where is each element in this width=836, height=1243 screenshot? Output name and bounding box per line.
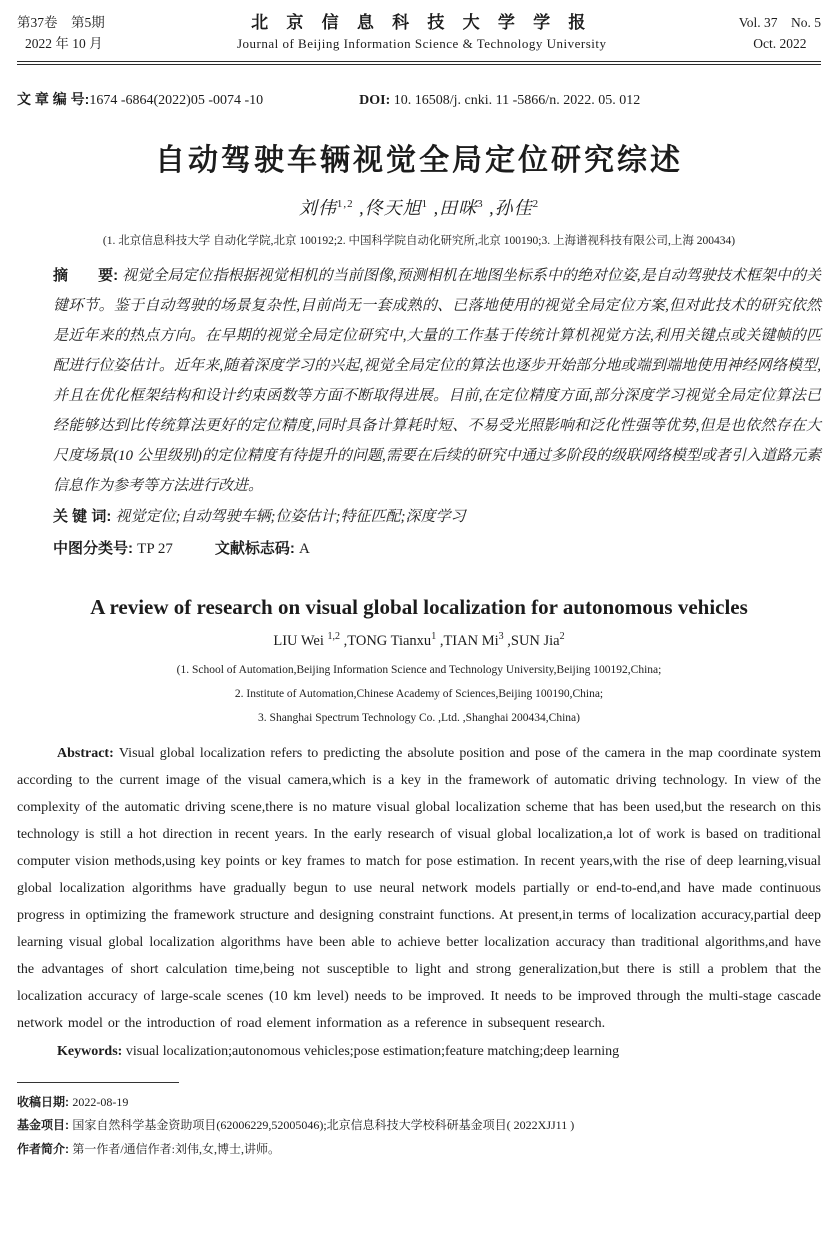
doc-code-value: A (299, 541, 310, 557)
author-en (436, 633, 503, 649)
fund-value: 国家自然科学基金资助项目(62006229,52005046);北京信息科技大学校科研基金项目( 2022XJJ11 ) (72, 1118, 575, 1133)
clc-value: TP 27 (137, 541, 173, 557)
abstract-text-en: Visual global localization refers to predicting the absolute position and pose of the camera in the map coordinate system according to the current image of the visual camera,which is a key in the framework of automatic driving technology. In view of the complexity of the automatic driving scene,there is no mature visual global localization scheme that has been used,but the research on this technology is still a hot direction in recent years. In the early research of visual global localization,a lot of work is based on traditional computer vision methods,using key points or key frames to match for pose estimation. In recent years,with the rise of deep learning,visual global localization algorithms have gradually begun to use neural network models partially or end-to-end,and have made continuous progress in optimizing the framework structure and designing constraint functions. At present,in terms of localization accuracy,partial deep learning visual global localization algorithms have been able to achieve better localization accuracy than traditional algorithms,and have the advantages of short calculation time,being not susceptible to light and strong generalization,but there is still a problem that the localization accuracy of large-scale scenes (10 km level) needs to be improved. It needs to be improved through the multi-stage cascade network model or the introduction of road element information as a reference in subsequent research. (17, 745, 821, 1031)
abstract-label-cn: 摘 要: (53, 267, 123, 284)
author-en (273, 633, 340, 649)
author-superscript: 1 (421, 198, 429, 210)
doi (359, 93, 640, 109)
authors-en (17, 631, 821, 650)
footnote-rule (17, 1082, 179, 1083)
author-en (504, 633, 565, 649)
affiliation-en-1: (1. School of Automation,Beijing Information Science and Technology University,Beijing 100192,China; (176, 663, 662, 676)
header-right (739, 12, 821, 54)
article-number-value: 1674 -6864(2022)05 -0074 -10 (89, 93, 264, 108)
article-number (17, 89, 263, 109)
fund-label: 基金项目: (17, 1118, 73, 1133)
author-name: ,TONG Tianxu (340, 632, 432, 649)
article-number-label: 文 章 编 号: (17, 91, 90, 107)
doi-value: 10. 16508/j. cnki. 11 -5866/n. 2022. 05. 012 (393, 93, 641, 108)
author-cn (428, 198, 484, 218)
author-en (340, 633, 436, 649)
keywords-label-cn: 关 键 词: (53, 508, 116, 525)
keywords-cn (53, 501, 821, 533)
author-name: 刘伟 (298, 198, 337, 218)
author-cn (299, 198, 354, 218)
author-superscript: 1 (431, 631, 437, 642)
abstract-cn (53, 261, 821, 501)
issue-date-cn: 2022 年 10 月 (25, 36, 103, 51)
keywords-label-en: Keywords: (57, 1043, 126, 1059)
abstract-label-en: Abstract: (57, 745, 119, 761)
author-superscript: 3 (498, 631, 504, 642)
authors-cn (17, 194, 821, 220)
author-name: ,TIAN Mi (436, 632, 499, 649)
author-name: ,孙佳 (483, 198, 533, 218)
doi-label: DOI: (359, 93, 391, 108)
paper-title-cn: 自动驾驶车辆视觉全局定位研究综述 (155, 144, 683, 177)
author-name: LIU Wei (273, 632, 328, 649)
footnote (17, 1091, 821, 1162)
bio-value: 第一作者/通信作者:刘伟,女,博士,讲师。 (72, 1141, 281, 1156)
author-superscript: 1,2 (327, 631, 340, 642)
header-left (17, 12, 105, 54)
header-divider-rule (17, 61, 821, 65)
bio-label: 作者简介: (17, 1141, 73, 1156)
doc-code-label: 文献标志码: (214, 540, 300, 557)
volume-issue-cn: 第37卷 第5期 (17, 15, 105, 30)
fund-row (17, 1114, 821, 1138)
received-date-label: 收稿日期: (17, 1094, 73, 1109)
received-date-value: 2022-08-19 (72, 1094, 129, 1109)
clc-row (53, 533, 821, 565)
author-superscript: 2 (559, 631, 565, 642)
author-cn (484, 198, 540, 218)
author-name: ,田咪 (428, 198, 478, 218)
author-superscript: 2 (532, 198, 540, 210)
author-cn (354, 198, 429, 218)
header-center (105, 12, 739, 54)
author-superscript: 3 (477, 198, 484, 210)
affiliation-en-3: 3. Shanghai Spectrum Technology Co. ,Ltd. ,Shanghai 200434,China) (258, 711, 580, 724)
abstract-en (17, 740, 821, 1037)
keywords-text-en: visual localization;autonomous vehicles;pose estimation;feature matching;deep learning (125, 1043, 620, 1059)
journal-title-cn: 北 京 信 息 科 技 大 学 学 报 (251, 13, 593, 32)
journal-title-en: Journal of Beijing Information Science & Technology University (236, 36, 607, 51)
author-superscript: 1,2 (336, 198, 354, 210)
clc-label: 中图分类号: (53, 540, 138, 557)
keywords-en (17, 1038, 821, 1065)
affiliations-en (17, 658, 821, 730)
bio-row (17, 1138, 821, 1162)
issue-date-en: Oct. 2022 (753, 36, 807, 51)
article-meta-row (17, 89, 821, 109)
abstract-text-cn: 视觉全局定位指根据视觉相机的当前图像,预测相机在地图坐标系中的绝对位姿,是自动驾驶技术框架中的关键环节。鉴于自动驾驶的场景复杂性,目前尚无一套成熟的、已落地使用的视觉全局定位方案,但对此技术的研究依然是近年来的热点方向。在早期的视觉全局定位研究中,大量的工作基于传统计算机视觉方法,利用关键点或关键帧的匹配进行位姿估计。近年来,随着深度学习的兴起,视觉全局定位的算法也逐步开始部分地或端到端地使用神经网络模型,并且在优化框架结构和设计约束函数等方面不断取得进展。目前,在定位精度方面,部分深度学习视觉全局定位算法已经能够达到比传统算法更好的定位精度,同时具备计算耗时短、不易受光照影响和泛化性强等优势,但是也依然存在大尺度场景(10 公里级别)的定位精度有待提升的问题,需要在后续的研究中通过多阶段的级联网络模型或者引入道路元素信息作为参考等方法进行改进。 (53, 268, 821, 494)
journal-header (17, 12, 821, 54)
affiliation-en-2: 2. Institute of Automation,Chinese Academy of Sciences,Beijing 100190,China; (234, 687, 604, 700)
paper-title-en: A review of research on visual global localization for autonomous vehicles (90, 595, 748, 619)
author-name: ,佟天旭 (353, 198, 422, 218)
affiliation-cn: (1. 北京信息科技大学 自动化学院,北京 100192;2. 中国科学院自动化研究所,北京 100190;3. 上海谱视科技有限公司,上海 200434) (102, 235, 736, 247)
volume-issue-en: Vol. 37 No. 5 (738, 15, 821, 30)
author-name: ,SUN Jia (503, 632, 560, 649)
received-date-row (17, 1091, 821, 1115)
keywords-text-cn: 视觉定位;自动驾驶车辆;位姿估计;特征匹配;深度学习 (115, 509, 466, 525)
